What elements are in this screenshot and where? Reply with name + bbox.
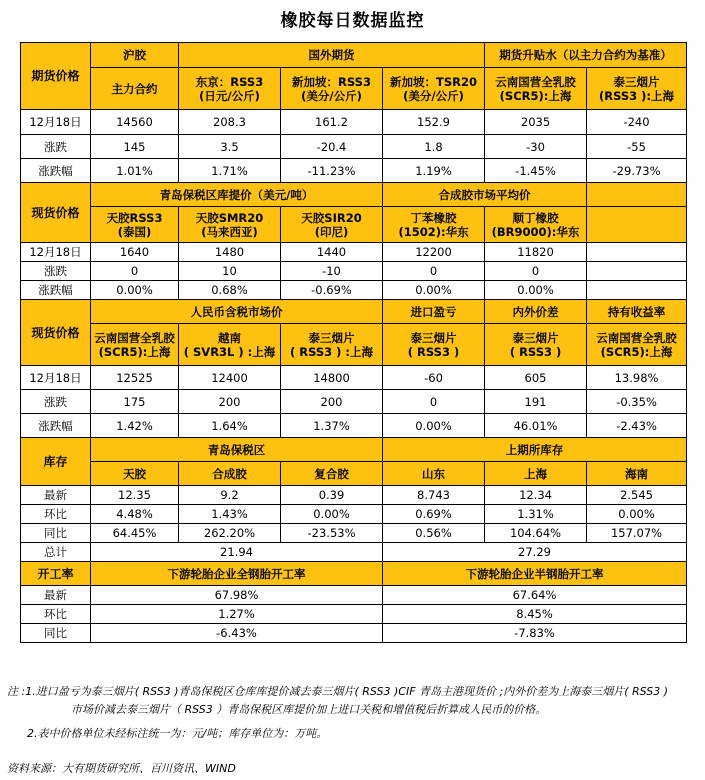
cell: 1.43% <box>179 505 281 524</box>
subheader-sg-rss3: 新加坡：RSS3 (美分/公斤) <box>281 68 383 110</box>
subheader-rss3-shanghai: 泰三烟片 ( RSS3 ) :上海 <box>281 324 383 366</box>
cell: -6.43% <box>91 624 383 643</box>
subheader-synthetic-rubber: 合成胶 <box>179 462 281 486</box>
group-qingdao-bonded-inventory: 青岛保税区 <box>91 438 383 462</box>
table-row <box>21 624 687 643</box>
cell: 1.19% <box>383 159 485 183</box>
subheader-hainan: 海南 <box>587 462 687 486</box>
cell: 1.31% <box>485 505 587 524</box>
cell: 0.00% <box>383 414 485 438</box>
cell: -30 <box>485 135 587 159</box>
cell: -240 <box>587 110 687 135</box>
cell: 1.27% <box>91 605 383 624</box>
row-label: 同比 <box>21 624 91 643</box>
footnote-1-line-1: 注 :1.进口盈亏为泰三烟片( RSS3 )青岛保税区仓库库提价减去泰三烟片( RSS3 )CIF 青岛主港现货价 ;内外价差为上海泰三烟片( RSS3 ) <box>7 685 669 698</box>
cell: 46.01% <box>485 414 587 438</box>
cell: 67.98% <box>91 586 383 605</box>
group-shfe-inventory: 上期所库存 <box>383 438 687 462</box>
section-inventory-label: 库存 <box>21 438 91 486</box>
table-row <box>21 486 687 505</box>
table-row <box>21 243 687 262</box>
row-label: 12月18日 <box>21 243 91 262</box>
cell: -2.43% <box>587 414 687 438</box>
cell: 0.00% <box>91 281 179 300</box>
cell: -55 <box>587 135 687 159</box>
total-qingdao: 21.94 <box>91 543 383 562</box>
cell: 8.743 <box>383 486 485 505</box>
page-title: 橡胶每日数据监控 <box>280 11 425 31</box>
group-spread: 内外价差 <box>485 300 587 324</box>
cell: 14560 <box>91 110 179 135</box>
subheader-shanghai: 上海 <box>485 462 587 486</box>
cell <box>587 243 687 262</box>
group-import-pnl: 进口盈亏 <box>383 300 485 324</box>
section-operating-label: 开工率 <box>21 562 91 586</box>
row-label: 同比 <box>21 524 91 543</box>
cell: 104.64% <box>485 524 587 543</box>
cell: 2.545 <box>587 486 687 505</box>
group-basis: 期货升贴水（以主力合约为基准） <box>485 43 687 68</box>
cell: -20.4 <box>281 135 383 159</box>
row-label: 环比 <box>21 505 91 524</box>
cell: 9.2 <box>179 486 281 505</box>
subheader-scr5-shanghai: 云南国营全乳胶 (SCR5):上海 <box>485 68 587 110</box>
cell: 157.07% <box>587 524 687 543</box>
cell: 605 <box>485 366 587 390</box>
subheader-br9000: 顺丁橡胶 (BR9000):华东 <box>485 207 587 243</box>
row-label: 12月18日 <box>21 110 91 135</box>
cell: 175 <box>91 390 179 414</box>
cell: 2035 <box>485 110 587 135</box>
cell: 262.20% <box>179 524 281 543</box>
cell: 12.34 <box>485 486 587 505</box>
cell: 1.8 <box>383 135 485 159</box>
subheader-main-contract: 主力合约 <box>91 68 179 110</box>
cell: 145 <box>91 135 179 159</box>
row-label: 总计 <box>21 543 91 562</box>
group-carry-yield: 持有收益率 <box>587 300 687 324</box>
footnote-2: 2.表中价格单位未经标注统一为：元/吨；库存单位为：万吨。 <box>27 727 328 740</box>
row-label: 涨跌 <box>21 262 91 281</box>
cell: 3.5 <box>179 135 281 159</box>
cell: 208.3 <box>179 110 281 135</box>
cell: 0.69% <box>383 505 485 524</box>
cell: 8.45% <box>383 605 687 624</box>
subheader-shandong: 山东 <box>383 462 485 486</box>
table-row <box>21 543 687 562</box>
subheader-rss3-thai: 天胶RSS3 (泰国) <box>91 207 179 243</box>
cell <box>587 262 687 281</box>
cell: 0 <box>383 262 485 281</box>
cell: 12200 <box>383 243 485 262</box>
row-label: 涨跌幅 <box>21 159 91 183</box>
subheader-sg-tsr20: 新加坡：TSR20 (美分/公斤) <box>383 68 485 110</box>
cell: -1.45% <box>485 159 587 183</box>
cell: 152.9 <box>383 110 485 135</box>
cell: 0.00% <box>587 505 687 524</box>
subheader-tokyo-rss3: 东京：RSS3 (日元/公斤) <box>179 68 281 110</box>
group-semi-steel-tire: 下游轮胎企业半钢胎开工率 <box>383 562 687 586</box>
group-rmb-market: 人民币含税市场价 <box>91 300 383 324</box>
section-spot-label: 现货价格 <box>21 300 91 366</box>
cell: -60 <box>383 366 485 390</box>
cell: 1.64% <box>179 414 281 438</box>
row-label: 涨跌 <box>21 390 91 414</box>
empty-header <box>587 183 687 207</box>
cell: -11.23% <box>281 159 383 183</box>
table-row <box>21 110 687 135</box>
group-foreign-futures: 国外期货 <box>179 43 485 68</box>
cell: 1.42% <box>91 414 179 438</box>
row-label: 涨跌幅 <box>21 281 91 300</box>
row-label: 涨跌幅 <box>21 414 91 438</box>
cell: 12525 <box>91 366 179 390</box>
table-row <box>21 390 687 414</box>
group-all-steel-tire: 下游轮胎企业全钢胎开工率 <box>91 562 383 586</box>
row-label: 环比 <box>21 605 91 624</box>
subheader-scr5-yield: 云南国营全乳胶 (SCR5):上海 <box>587 324 687 366</box>
cell: 13.98% <box>587 366 687 390</box>
cell: 200 <box>281 390 383 414</box>
row-label: 涨跌 <box>21 135 91 159</box>
section-spot-label: 现货价格 <box>21 183 91 243</box>
cell: 12400 <box>179 366 281 390</box>
cell: 4.48% <box>91 505 179 524</box>
table-row <box>21 262 687 281</box>
cell: 0 <box>383 390 485 414</box>
subheader-sbr1502: 丁苯橡胶 (1502):华东 <box>383 207 485 243</box>
section-futures-label: 期货价格 <box>21 43 91 110</box>
cell: 11820 <box>485 243 587 262</box>
cell: 0.39 <box>281 486 383 505</box>
cell: 1640 <box>91 243 179 262</box>
cell: 0.00% <box>383 281 485 300</box>
cell <box>587 281 687 300</box>
cell: -23.53% <box>281 524 383 543</box>
table-row <box>21 366 687 390</box>
cell: 1.71% <box>179 159 281 183</box>
cell: 14800 <box>281 366 383 390</box>
cell: -7.83% <box>383 624 687 643</box>
subheader-scr5-shanghai: 云南国营全乳胶 (SCR5):上海 <box>91 324 179 366</box>
cell: 0 <box>485 262 587 281</box>
cell: 10 <box>179 262 281 281</box>
group-synthetic-avg: 合成胶市场平均价 <box>383 183 587 207</box>
total-shfe: 27.29 <box>383 543 687 562</box>
cell: 1480 <box>179 243 281 262</box>
cell: 1.01% <box>91 159 179 183</box>
table-row <box>21 159 687 183</box>
footnote-1-line-2: 市场价减去泰三烟片（ RSS3 ）青岛保税区库提价加上进口关税和增值税后折算成人民币的价格。 <box>71 703 547 716</box>
rubber-data-table <box>20 42 687 643</box>
table-row <box>21 524 687 543</box>
cell: 12.35 <box>91 486 179 505</box>
cell: 191 <box>485 390 587 414</box>
cell: 0.00% <box>485 281 587 300</box>
cell: 1.37% <box>281 414 383 438</box>
row-label: 12月18日 <box>21 366 91 390</box>
subheader-rss3-shanghai: 泰三烟片 (RSS3 ):上海 <box>587 68 687 110</box>
table-row <box>21 281 687 300</box>
subheader-rss3-spread: 泰三烟片 ( RSS3 ) <box>485 324 587 366</box>
row-label: 最新 <box>21 586 91 605</box>
table-row <box>21 135 687 159</box>
subheader-svr3l: 越南 ( SVR3L ) :上海 <box>179 324 281 366</box>
cell: 67.64% <box>383 586 687 605</box>
row-label: 最新 <box>21 486 91 505</box>
cell: 0.00% <box>281 505 383 524</box>
subheader-smr20: 天胶SMR20 (马来西亚) <box>179 207 281 243</box>
cell: -0.69% <box>281 281 383 300</box>
cell: -29.73% <box>587 159 687 183</box>
cell: 0.56% <box>383 524 485 543</box>
table-row <box>21 605 687 624</box>
cell: 161.2 <box>281 110 383 135</box>
table-row <box>21 505 687 524</box>
subheader-compound-rubber: 复合胶 <box>281 462 383 486</box>
empty-header <box>587 207 687 243</box>
cell: -10 <box>281 262 383 281</box>
cell: 200 <box>179 390 281 414</box>
cell: 1440 <box>281 243 383 262</box>
cell: -0.35% <box>587 390 687 414</box>
group-qingdao-bonded: 青岛保税区库提价（美元/吨） <box>91 183 383 207</box>
subheader-sir20: 天胶SIR20 (印尼) <box>281 207 383 243</box>
cell: 0.68% <box>179 281 281 300</box>
subheader-natural-rubber: 天胶 <box>91 462 179 486</box>
footnotes <box>7 683 702 743</box>
cell: 64.45% <box>91 524 179 543</box>
data-source: 资料来源：大有期货研究所、百川资讯、WIND <box>7 762 236 775</box>
table-row <box>21 414 687 438</box>
cell: 0 <box>91 262 179 281</box>
group-shfe: 沪胶 <box>91 43 179 68</box>
table-row <box>21 586 687 605</box>
subheader-rss3-import: 泰三烟片 ( RSS3 ) <box>383 324 485 366</box>
